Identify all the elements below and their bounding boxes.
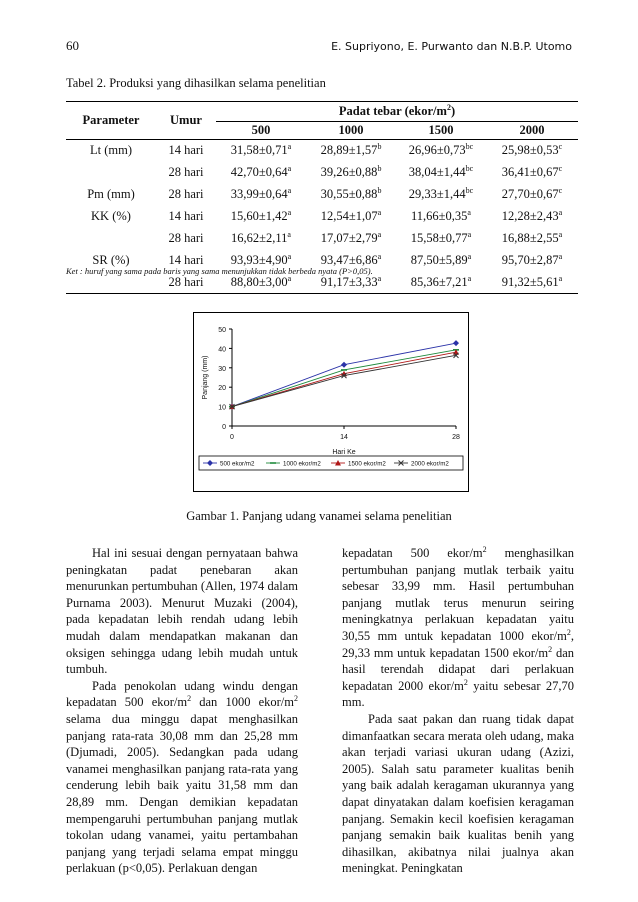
cell-value: 30,55±0,88$^b$ <box>320 185 382 201</box>
col-header-density: 500 <box>251 123 271 137</box>
x-tick-label: 28 <box>452 434 460 441</box>
figure-caption: Gambar 1. Panjang udang vanamei selama penelitian <box>186 509 452 523</box>
col-header-density: 1500 <box>428 123 454 137</box>
cell-value: 87,50±5,89$^a$ <box>410 251 472 267</box>
data-point <box>453 340 459 346</box>
cell-parameter <box>66 162 156 184</box>
cell-value: 11,66±0,35$^a$ <box>411 207 471 223</box>
running-header-authors: E. Supriyono, E. Purwanto dan N.B.P. Utomo <box>331 40 572 53</box>
cell-value: 95,70±2,87$^a$ <box>501 251 563 267</box>
cell-value: 93,93±4,90$^a$ <box>230 251 292 267</box>
cell-parameter <box>66 228 156 250</box>
cell-parameter: KK (%) <box>91 209 131 223</box>
table-row <box>66 206 578 228</box>
left-text-column <box>66 545 298 877</box>
y-tick-label: 30 <box>218 365 226 373</box>
cell-value: 28,89±1,57$^b$ <box>320 142 382 158</box>
cell-value: 29,33±1,44$^{bc}$ <box>408 185 474 201</box>
col-header-density: 2000 <box>519 123 545 137</box>
col-header-umur: Umur <box>156 102 216 140</box>
cell-value: 12,54±1,07$^a$ <box>320 207 382 223</box>
right-text-column <box>342 545 574 877</box>
cell-value: 38,04±1,44$^{bc}$ <box>408 163 474 179</box>
cell-umur: 28 hari <box>168 187 204 201</box>
table-row <box>66 228 578 250</box>
page-number: 60 <box>66 38 79 53</box>
cell-value: 42,70±0,64$^a$ <box>230 163 292 179</box>
growth-chart <box>193 312 469 492</box>
legend-label: 500 ekor/m2 <box>220 460 255 468</box>
cell-value: 88,80±3,00$^a$ <box>230 273 292 289</box>
y-axis-label: Panjang (mm) <box>202 355 209 400</box>
paragraph: Pada penokolan udang windu dengan kepadatan 500 ekor/$m^2$ dan 1000 ekor/$m^2$ selama dua minggu dapat menghasilkan panjang rata-rata 30,08 mm dan 25,28 mm (Djumadi, 2005). Sedangkan pada udang vanamei menghasilkan panjang rata-rata yang cenderung lebih baik yaitu 31,58 mm dan 28,89 mm. Dengan demikian kepadatan mempengaruhi pertumbuhan panjang mutlak tokolan udang vanamei, yaitu pertambahan panjang yang terjadi selama empat minggu perlakuan (p<0,05). Perlakuan dengan <box>66 678 298 876</box>
cell-parameter: SR (%) <box>92 253 130 267</box>
series-line <box>232 352 456 406</box>
cell-value: 91,17±3,33$^a$ <box>320 273 382 289</box>
cell-value: 15,58±0,77$^a$ <box>410 229 472 245</box>
cell-umur: 28 hari <box>168 274 204 289</box>
cell-value: 27,70±0,67$^c$ <box>501 185 563 201</box>
cell-umur: 28 hari <box>168 231 204 245</box>
y-tick-label: 50 <box>218 327 226 334</box>
legend-marker <box>207 460 213 466</box>
table-note: Ket : huruf yang sama pada baris yang sama menunjukkan tidak berbeda nyata (P>0,05). <box>66 266 373 276</box>
col-header-density: 1000 <box>338 123 364 137</box>
y-tick-label: 20 <box>218 385 226 393</box>
legend-label: 1000 ekor/m2 <box>283 460 321 468</box>
cell-parameter: Lt (mm) <box>89 143 132 158</box>
cell-umur: 28 hari <box>168 165 204 179</box>
paragraph: Pada saat pakan dan ruang tidak dapat dimanfaatkan secara merata oleh udang, maka akan terjadi variasi ukuran udang (Azizi, 2005). Salah satu parameter kualitas benih yang baik adalah keragaman ukurannya yang dapat dinyatakan dalam koefisien keragaman panjang. Semakin kecil koefisien keragaman panjang semakin baik kualitas benih yang dihasilkan, akibatnya nilai jualnya akan meningkat. Peningkatan <box>342 711 574 876</box>
cell-parameter: Pm (mm) <box>87 187 135 201</box>
y-tick-label: 10 <box>218 404 226 412</box>
data-point <box>341 362 347 368</box>
paragraph: kepadatan 500 ekor/$m^2$ menghasilkan pertumbuhan panjang mutlak terbaik yaitu sebesar 33,99 mm. Hasil pertumbuhan panjang mutlak terus menurun seiring meningkatnya perlakuan kepadatan yaitu 30,55 mm untuk kepadatan 1000 ekor/$m^2$, 29,33 mm untuk kepadatan 1500 ekor/$m^2$ dan hasil terendah didapat dari perlakuan kepadatan 2000 ekor/$m^2$ yaitu sebesar 27,70 mm. <box>342 544 575 710</box>
y-tick-label: 0 <box>222 424 226 431</box>
x-axis-label: Hari Ke <box>332 449 356 456</box>
cell-value: 17,07±2,79$^a$ <box>320 229 382 245</box>
cell-value: 33,99±0,64$^a$ <box>230 185 292 201</box>
table-row <box>66 140 578 162</box>
cell-value: 85,36±7,21$^a$ <box>410 273 472 289</box>
cell-umur: 14 hari <box>168 209 204 223</box>
cell-value: 91,32±5,61$^a$ <box>501 273 563 289</box>
x-tick-label: 0 <box>230 434 234 441</box>
cell-value: 16,88±2,55$^a$ <box>501 229 563 245</box>
col-header-density-group: Padat tebar $(ekor/m^2)$ <box>216 102 578 122</box>
col-header-parameter: Parameter <box>66 102 156 140</box>
legend-label: 1500 ekor/m2 <box>348 460 386 468</box>
table-row <box>66 184 578 206</box>
cell-value: 16,62±2,11$^a$ <box>231 229 291 245</box>
cell-value: 36,41±0,67$^c$ <box>501 163 563 179</box>
cell-value: 25,98±0,53$^c$ <box>501 142 563 158</box>
cell-value: 39,26±0,88$^b$ <box>320 163 382 179</box>
cell-value: 93,47±6,86$^a$ <box>320 251 382 267</box>
cell-value: 15,60±1,42$^a$ <box>230 207 292 223</box>
growth-chart-svg <box>194 313 468 491</box>
table-caption: Tabel 2. Produksi yang dihasilkan selama penelitian <box>66 76 326 90</box>
cell-value: 31,58±0,71$^a$ <box>230 142 292 158</box>
cell-umur: 14 hari <box>168 253 204 267</box>
table-row <box>66 162 578 184</box>
cell-umur: 14 hari <box>168 143 204 158</box>
cell-value: 12,28±2,43$^a$ <box>501 207 563 223</box>
paragraph: Hal ini sesuai dengan pernyataan bahwa peningkatan padat penebaran akan menurunkan pertumbuhan (Allen, 1974 dalam Purnama 2003). Menurut Muzaki (2004), pada kepadatan lebih rendah udang lebih mudah dalam mendapatkan makanan dan oksigen sehingga udang lebih mudah untuk tumbuh. <box>66 546 298 677</box>
cell-value: 26,96±0,73$^{bc}$ <box>408 142 474 158</box>
legend-label: 2000 ekor/m2 <box>411 460 449 468</box>
x-tick-label: 14 <box>340 434 348 441</box>
y-tick-label: 40 <box>218 346 226 354</box>
